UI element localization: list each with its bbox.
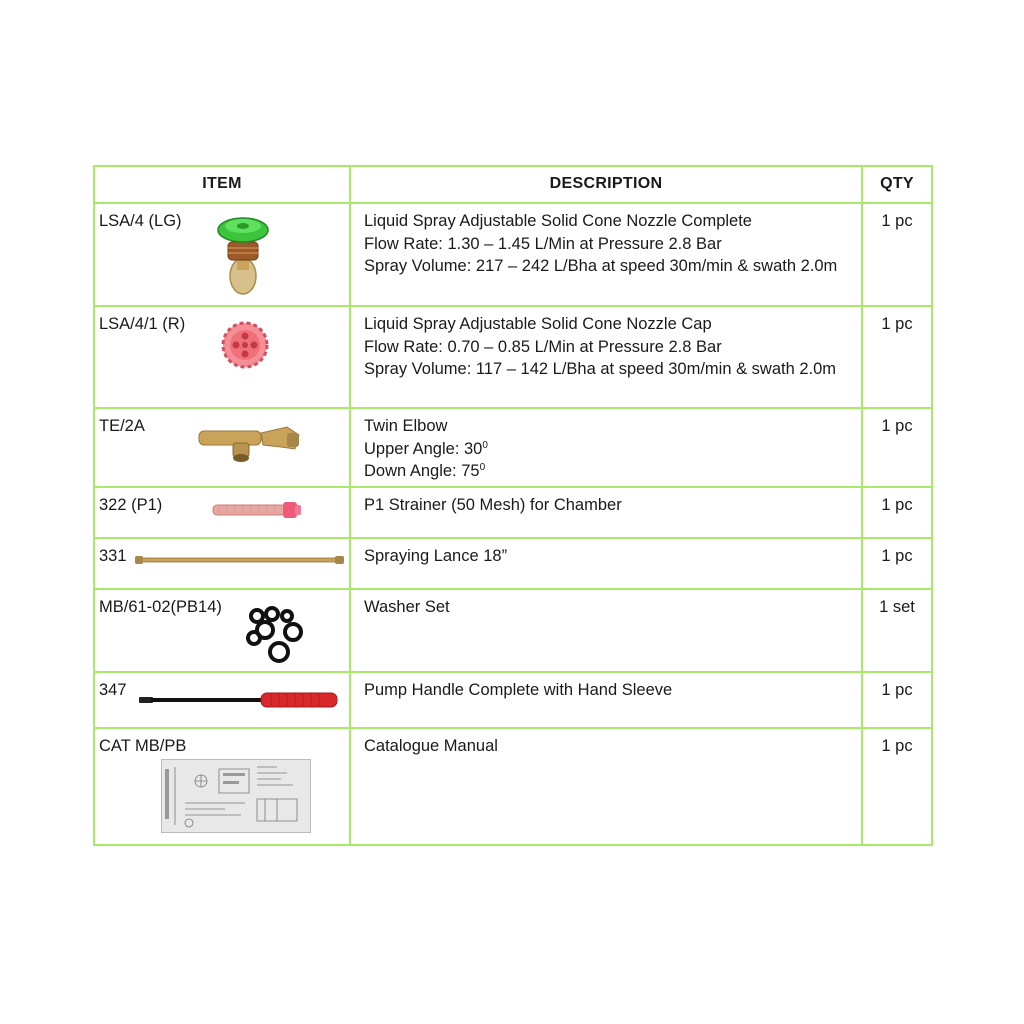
header-description: DESCRIPTION — [350, 166, 862, 203]
item-code: MB/61-02(PB14) — [99, 598, 222, 616]
qty-cell: 1 pc — [862, 672, 932, 728]
description-line: Pump Handle Complete with Hand Sleeve — [364, 681, 673, 699]
qty-cell: 1 pc — [862, 487, 932, 538]
table-row — [94, 203, 932, 306]
table-row — [94, 538, 932, 589]
down-angle-text: Down Angle: 75 — [364, 462, 480, 480]
degree-mark: 0 — [479, 462, 486, 473]
description-cell — [350, 538, 862, 589]
description-line — [364, 460, 847, 483]
item-cell — [94, 203, 350, 306]
table-row — [94, 589, 932, 672]
item-cell — [94, 538, 350, 589]
header-item: ITEM — [94, 166, 350, 203]
description-line: P1 Strainer (50 Mesh) for Chamber — [364, 496, 622, 514]
description-cell — [350, 306, 862, 408]
description-cell — [350, 487, 862, 538]
description-cell — [350, 589, 862, 672]
description-cell — [350, 672, 862, 728]
lance-icon — [135, 553, 345, 567]
description-line: Spraying Lance 18” — [364, 547, 508, 565]
description-cell — [350, 408, 862, 487]
pump-handle-icon — [139, 691, 339, 709]
qty-cell: 1 pc — [862, 306, 932, 408]
table-row — [94, 487, 932, 538]
description-cell — [350, 728, 862, 845]
item-cell — [94, 672, 350, 728]
item-cell — [94, 306, 350, 408]
description-line: Twin Elbow — [364, 417, 448, 435]
item-cell — [94, 728, 350, 845]
washer-set-icon — [245, 604, 307, 664]
table-row — [94, 672, 932, 728]
catalogue-manual-icon — [161, 759, 311, 833]
header-qty: QTY — [862, 166, 932, 203]
twin-elbow-icon — [195, 423, 307, 465]
qty-cell: 1 pc — [862, 408, 932, 487]
description-line: Catalogue Manual — [364, 737, 498, 755]
description-line: Flow Rate: 0.70 – 0.85 L/Min at Pressure 2.8 Bar — [364, 337, 722, 356]
item-code: LSA/4 (LG) — [99, 212, 182, 230]
header-row — [94, 166, 932, 203]
qty-cell: 1 pc — [862, 538, 932, 589]
description-line: Liquid Spray Adjustable Solid Cone Nozzle Cap — [364, 315, 712, 333]
item-cell — [94, 408, 350, 487]
description-cell — [350, 203, 862, 306]
qty-cell: 1 pc — [862, 728, 932, 845]
item-code: CAT MB/PB — [99, 737, 187, 755]
item-code: TE/2A — [99, 417, 145, 435]
description-line: Spray Volume: 217 – 242 L/Bha at speed 30m/min & swath 2.0m — [364, 257, 838, 275]
item-code: LSA/4/1 (R) — [99, 315, 186, 333]
description-line: Washer Set — [364, 598, 450, 616]
qty-cell: 1 set — [862, 589, 932, 672]
item-code: 322 (P1) — [99, 496, 163, 514]
strainer-icon — [211, 500, 303, 520]
green-nozzle-icon — [213, 214, 273, 300]
description-line: Flow Rate: 1.30 – 1.45 L/Min at Pressure 2.8 Bar — [364, 234, 722, 253]
red-nozzle-cap-icon — [221, 321, 269, 369]
table-row — [94, 306, 932, 408]
upper-angle-text: Upper Angle: 30 — [364, 439, 483, 458]
item-code: 331 — [99, 547, 127, 565]
description-line: Spray Volume: 117 – 142 L/Bha at speed 30m/min & swath 2.0m — [364, 360, 837, 378]
item-code: 347 — [99, 681, 127, 699]
item-cell — [94, 487, 350, 538]
qty-cell: 1 pc — [862, 203, 932, 306]
description-line — [364, 438, 847, 461]
description-line: Liquid Spray Adjustable Solid Cone Nozzle Complete — [364, 212, 752, 230]
table-row — [94, 408, 932, 487]
table-row — [94, 728, 932, 845]
item-cell — [94, 589, 350, 672]
degree-mark: 0 — [482, 439, 488, 451]
parts-table — [93, 165, 933, 846]
